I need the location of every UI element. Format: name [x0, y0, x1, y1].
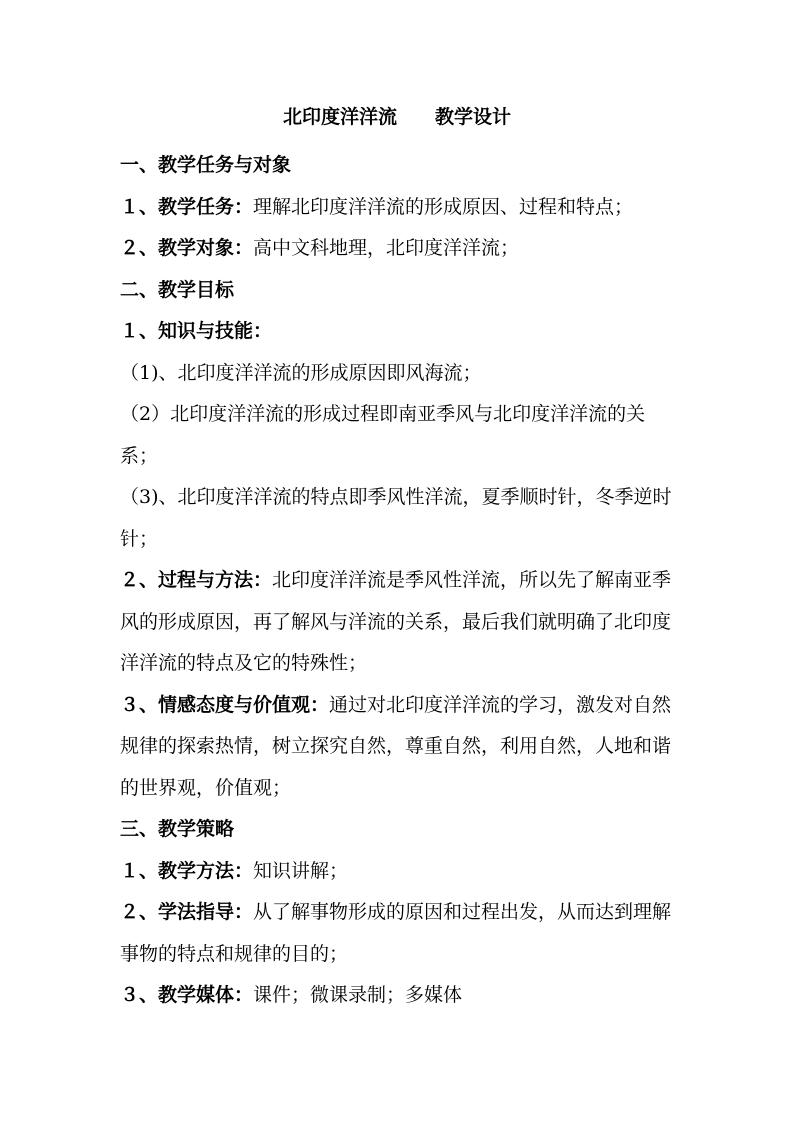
- document-title: [0, 103, 794, 131]
- paragraph-text: 课件；微课录制；多媒体: [253, 984, 463, 1006]
- paragraph-emotion-values: [120, 685, 680, 810]
- paragraph-label: １、教学方法：: [120, 859, 254, 882]
- paragraph-label: ２、学法指导：: [120, 901, 254, 923]
- title-topic: 北印度洋洋流: [282, 106, 397, 128]
- paragraph-teaching-method: [120, 851, 680, 893]
- paragraph-label: ３、情感态度与价值观：: [120, 693, 330, 716]
- subheading-knowledge-skills: １、知识与技能：: [120, 320, 273, 342]
- paragraph-text: 高中文科地理，北印度洋洋流；: [253, 237, 520, 259]
- document-body: [120, 145, 680, 1017]
- paragraph-teaching-task: [120, 187, 680, 229]
- paragraph-process-method: [120, 560, 680, 685]
- list-item-characteristics: （3)、北印度洋洋流的特点即季风性洋流，夏季顺时针，冬季逆时针；: [120, 486, 672, 550]
- paragraph-teaching-media: [120, 975, 680, 1017]
- paragraph-text: 北印度洋洋流是季风性洋流，所以先了解南亚季风的形成原因，再了解风与洋流的关系，最后我们就明确了北印度洋洋流的特点及它的特殊性；: [120, 569, 672, 674]
- paragraph-text: 理解北印度洋洋流的形成原因、过程和特点；: [253, 195, 634, 218]
- paragraph-text: 通过对北印度洋洋流的学习，激发对自然规律的探索热情，树立探究自然，尊重自然，利用自然，人地和谐的世界观，价值观；: [120, 693, 672, 799]
- paragraph-text: 知识讲解；: [253, 859, 349, 882]
- paragraph-label: ２、教学对象：: [120, 237, 254, 259]
- section-heading-strategy: 三、教学策略: [120, 818, 235, 840]
- paragraph-study-guidance: [120, 892, 680, 975]
- paragraph-label: ３、教学媒体：: [120, 984, 254, 1006]
- paragraph-label: ２、过程与方法：: [120, 569, 273, 591]
- paragraph-text: 从了解事物形成的原因和过程出发，从而达到理解事物的特点和规律的目的；: [120, 901, 672, 965]
- list-item-formation-cause: （1)、北印度洋洋流的形成原因即风海流；: [120, 361, 482, 384]
- section-heading-tasks: 一、教学任务与对象: [120, 154, 292, 176]
- paragraph-label: １、教学任务：: [120, 195, 254, 218]
- title-subtitle: 教学设计: [435, 106, 512, 128]
- section-heading-goals: 二、教学目标: [120, 278, 235, 301]
- paragraph-teaching-object: [120, 228, 680, 270]
- list-item-formation-process: （2）北印度洋洋流的形成过程即南亚季风与北印度洋洋流的关系；: [120, 403, 646, 467]
